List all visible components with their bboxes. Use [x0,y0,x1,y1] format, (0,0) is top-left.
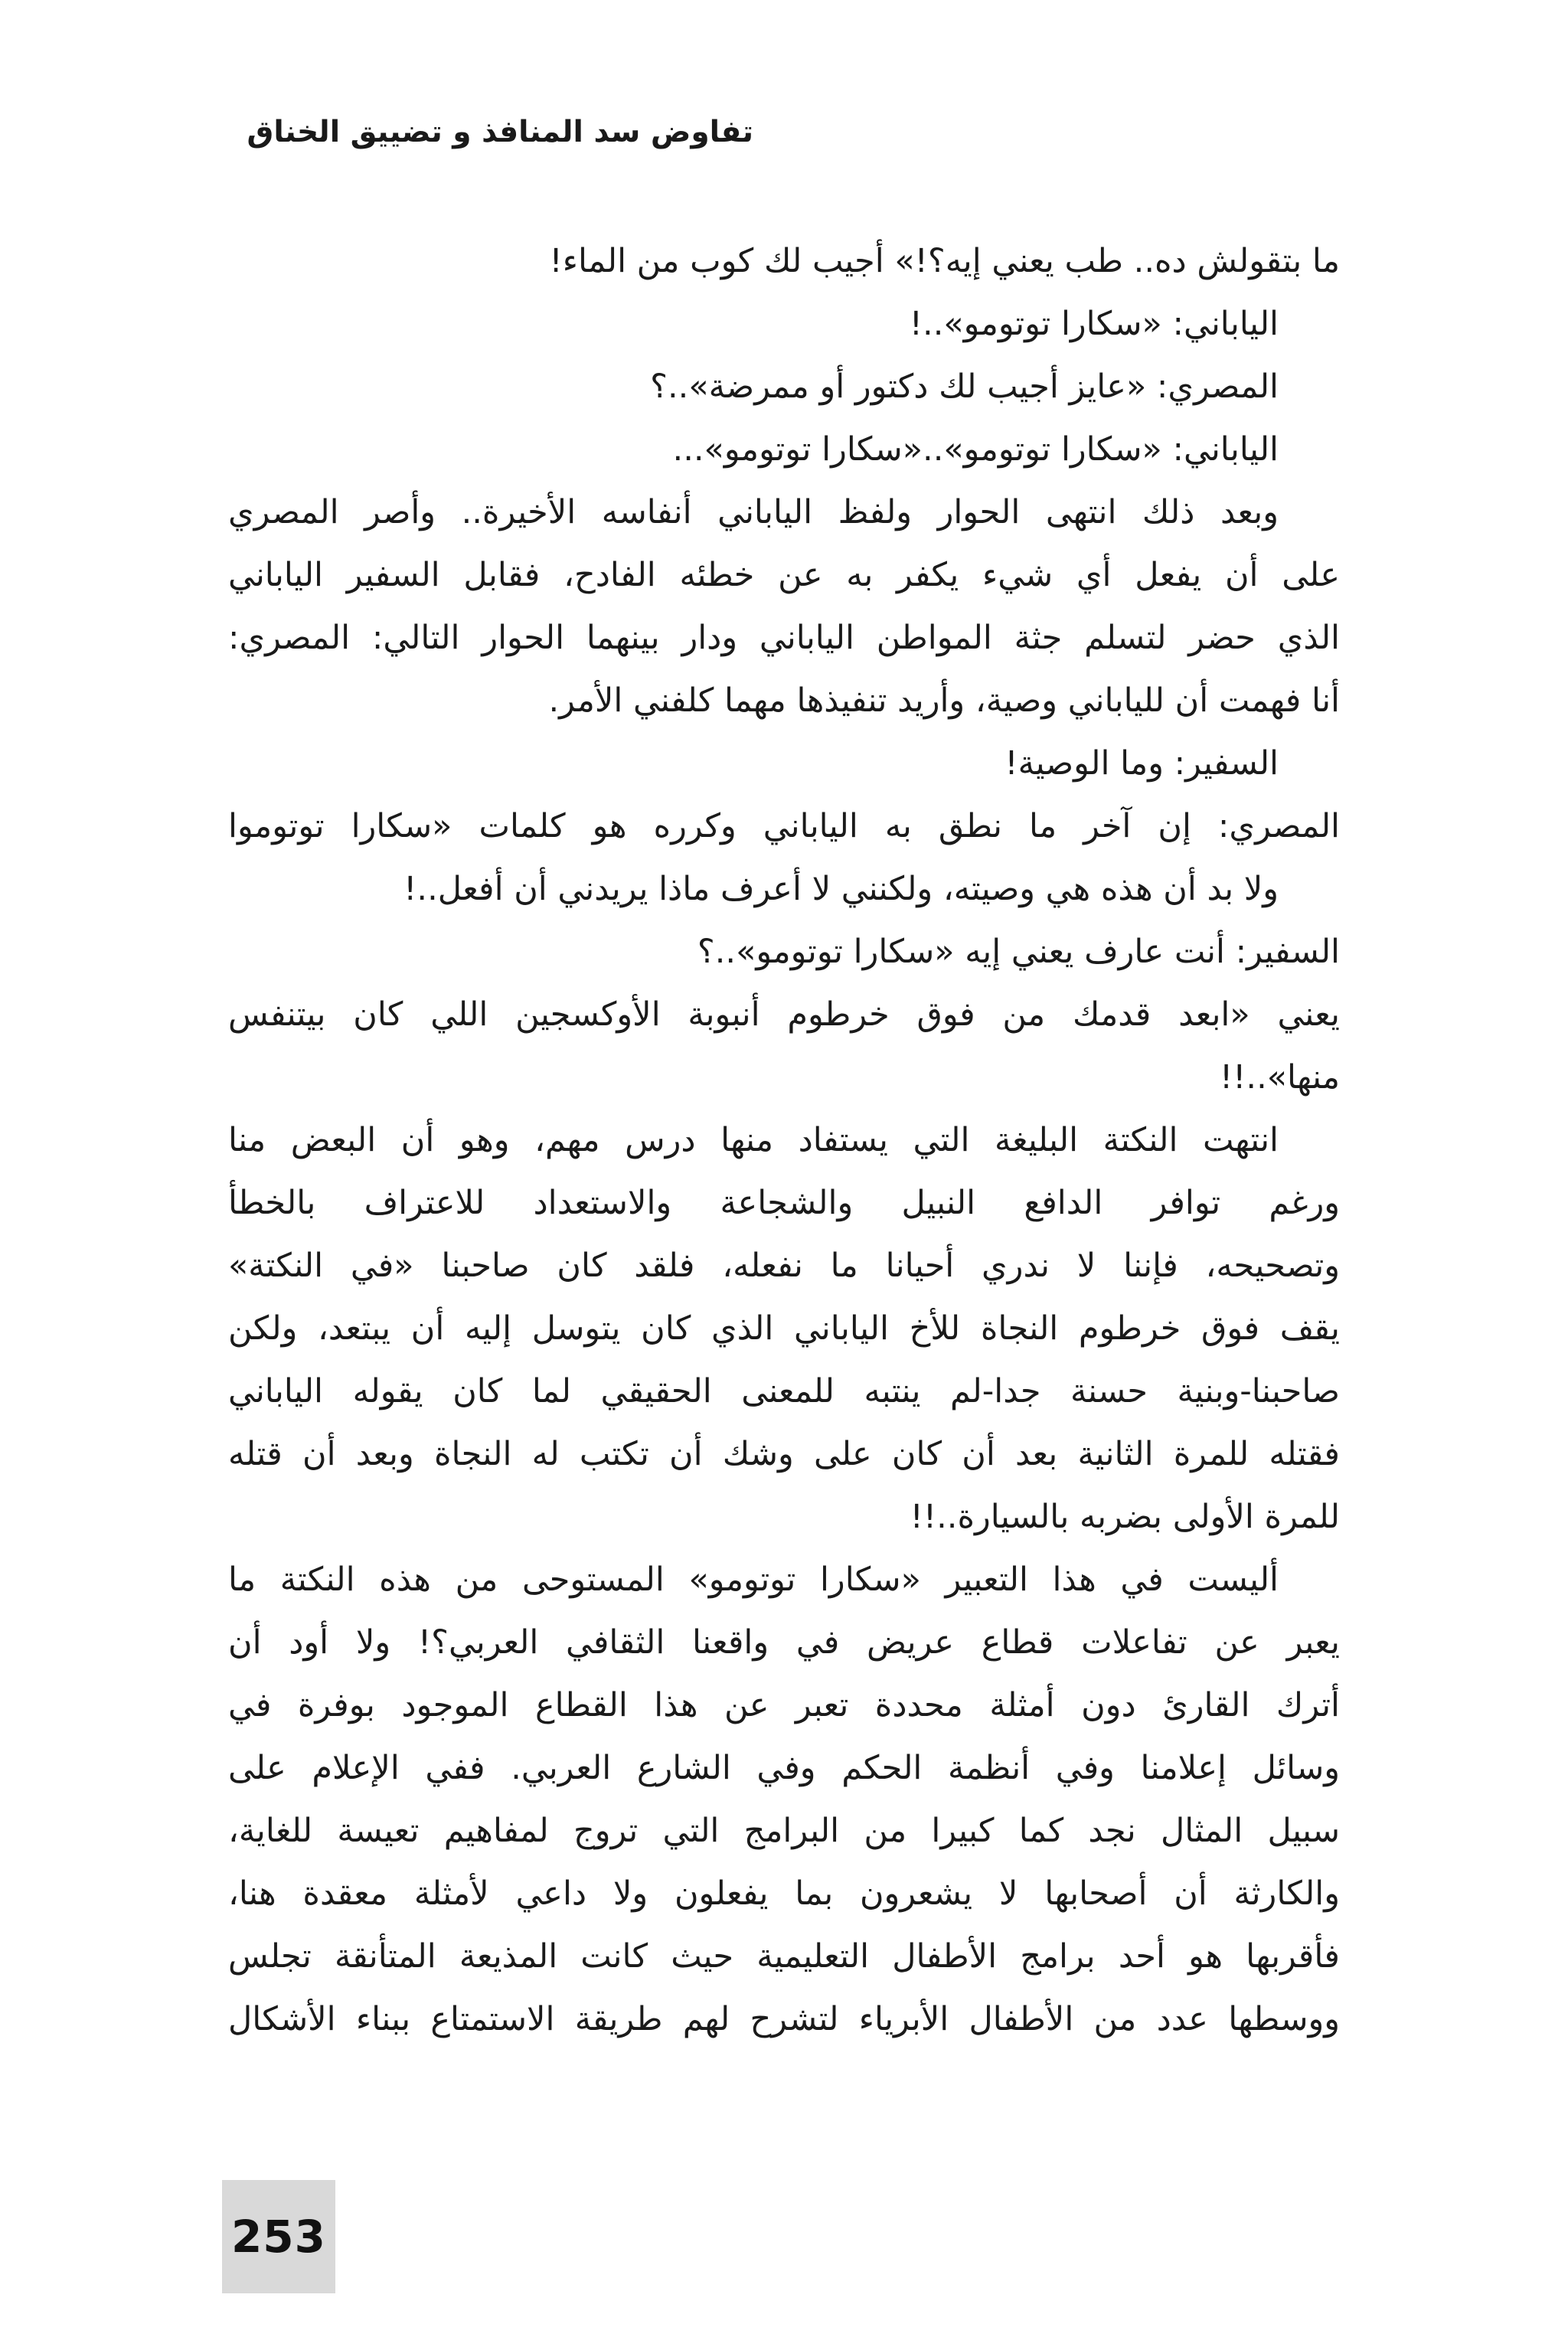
text-line: ورغم توافر الدافع النبيل والشجاعة والاستعداد للاعتراف بالخطأ [228,1184,1340,1222]
text-line: المصري: إن آخر ما نطق به الياباني وكرره هو كلمات «سكارا توتوموا [228,807,1340,845]
text-line: ما بتقولش ده.. طب يعني إيه؟!» أجيب لك كوب من الماء! [549,242,1340,280]
text-line: ووسطها عدد من الأطفال الأبرياء لتشرح لهم طريقة الاستمتاع ببناء الأشكال [228,2000,1340,2038]
text-line: أترك القارئ دون أمثلة محددة تعبر عن هذا القطاع الموجود بوفرة في [228,1686,1340,1724]
page-number: 253 [230,2211,327,2263]
text-line: يعني «ابعد قدمك من فوق خرطوم أنبوبة الأوكسجين اللي كان بيتنفس [228,995,1340,1034]
text-line: سبيل المثال نجد كما كبيرا من البرامج التي تروج لمفاهيم تعيسة للغاية، [228,1812,1340,1850]
text-line: منها»..!! [1219,1058,1340,1097]
text-line: السفير: وما الوصية! [1004,744,1279,783]
text-line: انتهت النكتة البليغة التي يستفاد منها درس مهم، وهو أن البعض منا [228,1121,1279,1159]
text-line: الياباني: «سكارا توتومو»..! [909,305,1279,343]
text-line: وبعد ذلك انتهى الحوار ولفظ الياباني أنفاسه الأخيرة.. وأصر المصري [228,493,1279,531]
text-line: الذي حضر لتسلم جثة المواطن الياباني ودار بينهما الحوار التالي: المصري: [228,619,1340,657]
text-line: المصري: «عايز أجيب لك دكتور أو ممرضة»..؟ [650,368,1279,406]
text-line: يعبر عن تفاعلات قطاع عريض في واقعنا الثقافي العربي؟! ولا أود أن [228,1623,1340,1662]
text-line: الياباني: «سكارا توتومو»..«سكارا توتومو»... [672,430,1279,469]
text-line: وسائل إعلامنا وفي أنظمة الحكم وفي الشارع العربي. ففي الإعلام على [228,1749,1340,1787]
page-number-box [222,2180,335,2293]
text-line: يقف فوق خرطوم النجاة للأخ الياباني الذي كان يتوسل إليه أن يبتعد، ولكن [228,1309,1340,1348]
text-line: على أن يفعل أي شيء يكفر به عن خطئه الفادح، فقابل السفير الياباني [228,556,1340,594]
text-line: أنا فهمت أن للياباني وصية، وأريد تنفيذها مهما كلفني الأمر. [548,681,1340,720]
text-line: للمرة الأولى بضربه بالسيارة..!! [910,1498,1340,1536]
text-line: والكارثة أن أصحابها لا يشعرون بما يفعلون ولا داعي لأمثلة معقدة هنا، [228,1874,1340,1913]
text-line: أليست في هذا التعبير «سكارا توتومو» المستوحى من هذه النكتة ما [228,1561,1279,1599]
running-header: تفاوض سد المنافذ و تضييق الخناق [247,115,753,149]
text-line: وتصحيحه، فإننا لا ندري أحيانا ما نفعله، فلقد كان صاحبنا «في النكتة» [228,1247,1340,1285]
text-line: صاحبنا-وبنية حسنة جدا-لم ينتبه للمعنى الحقيقي لما كان يقوله الياباني [228,1372,1340,1410]
text-line: فقتله للمرة الثانية بعد أن كان على وشك أن تكتب له النجاة وبعد أن قتله [228,1435,1340,1473]
text-line: ولا بد أن هذه هي وصيته، ولكنني لا أعرف ماذا يريدني أن أفعل..! [403,870,1279,908]
text-line: فأقربها هو أحد برامج الأطفال التعليمية حيث كانت المذيعة المتأنقة تجلس [228,1937,1340,1976]
text-line: السفير: أنت عارف يعني إيه «سكارا توتومو»..؟ [697,933,1340,971]
body-text [228,230,1340,2051]
